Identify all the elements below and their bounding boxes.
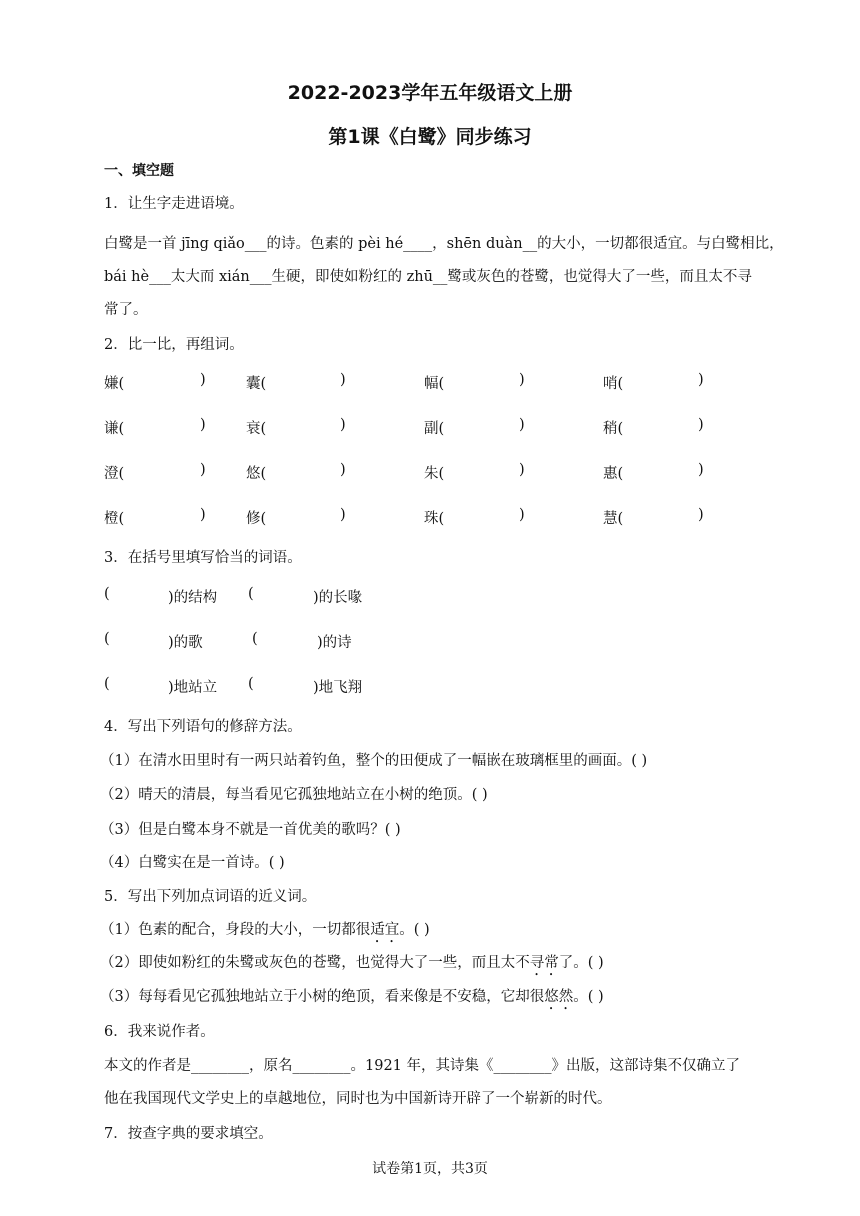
section-heading: 一、填空题 <box>104 163 174 179</box>
page-title: 2022-2023学年五年级语文上册 <box>287 82 573 104</box>
page-subtitle: 第1课《白鹭》同步练习 <box>328 126 532 148</box>
q2-close: ) <box>200 507 206 523</box>
q3-open: ( <box>104 676 110 692</box>
q5-dotted-word: 悠然 <box>544 989 574 1005</box>
q2-cell: 朱( <box>424 466 445 482</box>
q2-close: ) <box>698 507 704 523</box>
page-footer: 试卷第1页，共3页 <box>372 1161 488 1177</box>
q2-cell: 稍( <box>603 421 624 437</box>
question-1-prompt: 1．让生字走进语境。 <box>104 196 244 212</box>
q2-close: ) <box>200 417 206 433</box>
q5-item-answer: 。( ) <box>573 989 604 1005</box>
q3-phrase: )的诗 <box>317 635 352 651</box>
q2-close: ) <box>340 507 346 523</box>
question-1-text-line-3: 常了。 <box>104 302 148 318</box>
q2-close: ) <box>519 462 525 478</box>
q3-phrase: )的歌 <box>168 635 203 651</box>
q2-cell: 谦( <box>104 421 125 437</box>
q2-cell: 慧( <box>603 511 624 527</box>
q2-cell: 珠( <box>424 511 445 527</box>
q5-item <box>100 985 604 1013</box>
question-3-prompt: 3．在括号里填写恰当的词语。 <box>104 550 302 566</box>
q4-item: （3）但是白鹭本身不就是一首优美的歌吗？( ) <box>100 822 401 838</box>
question-6-text-line-1: 本文的作者是________，原名________。1921 年，其诗集《________》出版，这部诗集不仅确立了 <box>104 1058 741 1074</box>
q3-open: ( <box>248 586 254 602</box>
q3-phrase: )地飞翔 <box>313 680 363 696</box>
q5-item-text: （1）色素的配合，身段的大小，一切都很 <box>100 922 371 938</box>
q2-close: ) <box>519 507 525 523</box>
question-6-text-line-2: 他在我国现代文学史上的卓越地位，同时也为中国新诗开辟了一个崭新的时代。 <box>104 1091 612 1107</box>
q2-cell: 惠( <box>603 466 624 482</box>
q2-cell: 澄( <box>104 466 125 482</box>
q2-close: ) <box>519 372 525 388</box>
q3-open: ( <box>104 586 110 602</box>
q2-close: ) <box>340 372 346 388</box>
question-7-prompt: 7．按查字典的要求填空。 <box>104 1126 273 1142</box>
q2-cell: 衰( <box>246 421 267 437</box>
q5-item-text: （3）每每看见它孤独地站立于小树的绝顶，看来像是不安稳，它却很 <box>100 989 545 1005</box>
q3-phrase: )地站立 <box>168 680 218 696</box>
q3-open: ( <box>248 676 254 692</box>
question-5-prompt: 5．写出下列加点词语的近义词。 <box>104 889 317 905</box>
q5-item-answer: 。( ) <box>399 922 430 938</box>
q2-cell: 幅( <box>424 376 445 392</box>
q5-dotted-word: 寻常 <box>529 955 559 971</box>
question-1-text-line-2: bái hè___太大而 xián___生硬，即使如粉红的 zhū__鹭或灰色的苍鹭，也觉得大了一些，而且太不寻 <box>104 269 752 285</box>
q2-close: ) <box>340 417 346 433</box>
q4-item: （4）白鹭实在是一首诗。( ) <box>100 855 285 871</box>
q2-cell: 修( <box>246 511 267 527</box>
q2-close: ) <box>340 462 346 478</box>
q5-item-answer: 了。( ) <box>558 955 604 971</box>
q3-phrase: )的长喙 <box>313 590 363 606</box>
q2-cell: 哨( <box>603 376 624 392</box>
q3-open: ( <box>104 631 110 647</box>
q4-item: （1）在清水田里时有一两只站着钓鱼，整个的田便成了一幅嵌在玻璃框里的画面。( ) <box>100 753 648 769</box>
q2-close: ) <box>519 417 525 433</box>
q2-cell: 橙( <box>104 511 125 527</box>
q5-item <box>100 918 430 946</box>
q3-open: ( <box>252 631 258 647</box>
q2-close: ) <box>200 372 206 388</box>
q2-close: ) <box>698 462 704 478</box>
q2-cell: 囊( <box>246 376 267 392</box>
q5-item <box>100 951 604 979</box>
question-2-prompt: 2．比一比，再组词。 <box>104 337 244 353</box>
question-4-prompt: 4．写出下列语句的修辞方法。 <box>104 719 302 735</box>
q3-phrase: )的结构 <box>168 590 218 606</box>
q5-dotted-word: 适宜 <box>370 922 400 938</box>
q2-cell: 悠( <box>246 466 267 482</box>
question-1-text-line-1: 白鹭是一首 jīng qiǎo___的诗。色素的 pèi hé____，shēn duàn__的大小，一切都很适宜。与白鹭相比， <box>104 236 784 252</box>
q5-item-text: （2）即使如粉红的朱鹭或灰色的苍鹭，也觉得大了一些，而且太不 <box>100 955 530 971</box>
question-6-prompt: 6．我来说作者。 <box>104 1024 215 1040</box>
q2-cell: 副( <box>424 421 445 437</box>
q2-close: ) <box>698 417 704 433</box>
q2-cell: 嫌( <box>104 376 125 392</box>
q4-item: （2）晴天的清晨，每当看见它孤独地站立在小树的绝顶。( ) <box>100 787 488 803</box>
q2-close: ) <box>698 372 704 388</box>
q2-close: ) <box>200 462 206 478</box>
